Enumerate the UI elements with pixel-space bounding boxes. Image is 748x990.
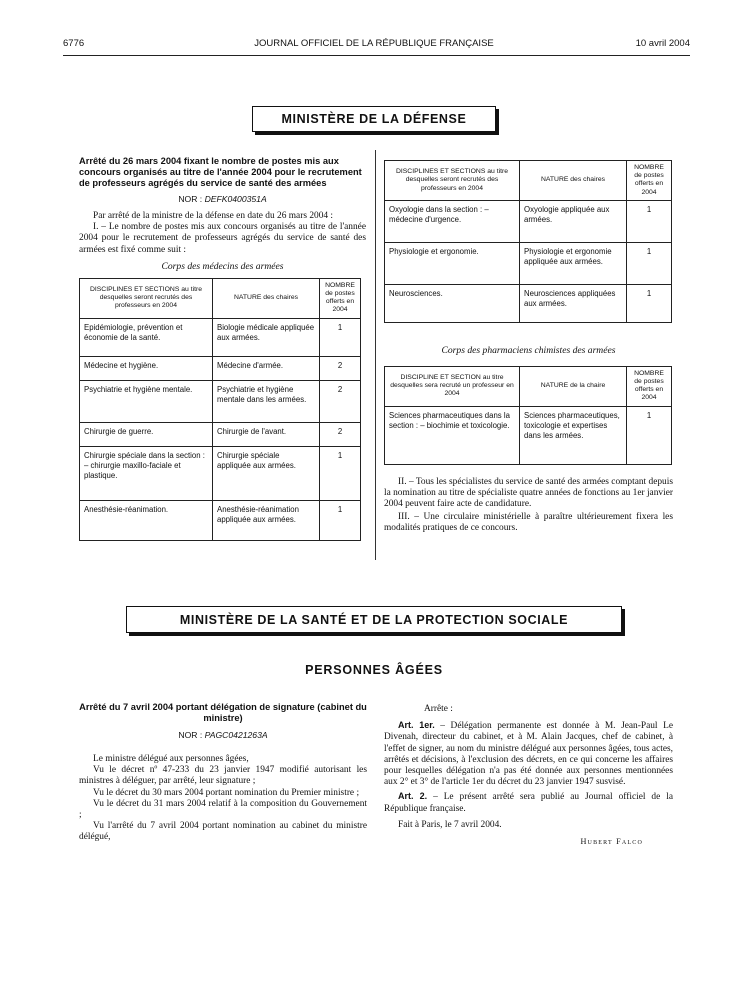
table-row: Physiologie et ergonomie. Physiologie et ergonomie appliquée aux armées. 1 bbox=[385, 242, 672, 284]
table3-caption: Corps des pharmaciens chimistes des armées bbox=[441, 344, 616, 356]
defense-article-1: I. – Le nombre de postes mis aux concours organisés au titre de l'année 2004 pour le recrutement de professeurs agrégés du service de santé des armées est fixé comme suit : bbox=[79, 222, 366, 255]
sante-right-column bbox=[384, 704, 673, 846]
issue-date: 10 avril 2004 bbox=[635, 38, 690, 49]
defense-left-column bbox=[79, 156, 366, 541]
table-row: Anesthésie-réanimation. Anesthésie-réanimation appliquée aux armées. 1 bbox=[80, 500, 361, 540]
table-pharmaciens bbox=[384, 366, 672, 465]
defense-intro: Par arrêté de la ministre de la défense en date du 26 mars 2004 : bbox=[93, 211, 334, 221]
visa-line: Vu le décret du 31 mars 2004 relatif à la composition du Gouvernement ; bbox=[79, 798, 367, 821]
defense-article-3: III. – Une circulaire ministérielle à paraître ultérieurement fixera les modalités pratiques de ce concours. bbox=[384, 512, 673, 534]
table-row: Epidémiologie, prévention et économie de la santé. Biologie médicale appliquée aux armées. 1 bbox=[80, 318, 361, 356]
sante-visas bbox=[79, 754, 367, 844]
sante-article-1: Art. 1er. – Délégation permanente est donnée à M. Jean-Paul Le Divenah, directeur du cabinet, et à M. Alain Jacques, chef de cabinet, à l'effet de signer, au nom du ministre délégué aux personnes âgées, tous actes, arrêtés et décisions, à l'exclusion des décrets, en ce qui concerne les affaires pour lesquelles délégation n'a pas été donnée aux personnes mentionnées aux 2° et 3° de l'article 1er du décret du 23 janvier 1947 susvisé. bbox=[384, 720, 673, 788]
table-row: Chirurgie spéciale dans la section : – chirurgie maxillo-faciale et plastique. Chirurgie spéciale appliquée aux armées. 1 bbox=[80, 446, 361, 500]
arrete-label: Arrête : bbox=[424, 704, 453, 714]
defense-right-column bbox=[384, 160, 673, 535]
table-row: Chirurgie de guerre. Chirurgie de l'avant. 2 bbox=[80, 422, 361, 446]
signature: Hubert Falco bbox=[580, 837, 643, 847]
sante-decree-title: Arrêté du 7 avril 2004 portant délégation de signature (cabinet du ministre) bbox=[79, 702, 367, 723]
table-medecins-continued: DISCIPLINES ET SECTIONS au titre desquelles seront recrutés des professeurs en 2004 NATURE des chaires NOMBRE de postes offerts en 2004 Oxyologie dans la section : – médecine d'urgence. Oxyologie appliquée aux armées. 1 Physiologie et ergonomie. Physiologie et ergonomie appliquée aux armées. 1 Neurosciences. Neurosciences appliquées aux armées. 1 bbox=[384, 160, 672, 323]
table-row: Sciences pharmaceutiques dans la section : – biochimie et toxicologie. Sciences pharmaceutiques, toxicologie et expertises dans les armées. 1 bbox=[385, 406, 672, 464]
closing-line: Fait à Paris, le 7 avril 2004. bbox=[398, 819, 502, 830]
table-row: Psychiatrie et hygiène mentale. Psychiatrie et hygiène mentale dans les armées. 2 bbox=[80, 380, 361, 422]
section-heading: PERSONNES ÂGÉES bbox=[305, 663, 443, 677]
defense-nor: NOR : DEFK0400351A bbox=[178, 194, 267, 204]
visa-line: Vu l'arrêté du 7 avril 2004 portant nomination au cabinet du ministre délégué, bbox=[79, 821, 367, 843]
table1-caption: Corps des médecins des armées bbox=[161, 260, 284, 272]
sante-nor: NOR : PAGC0421263A bbox=[178, 730, 268, 740]
table-medecins bbox=[79, 278, 361, 541]
col-discipline: DISCIPLINE ET SECTION au titre desquelles sera recruté un professeur en 2004 bbox=[385, 366, 520, 406]
sante-article-2: Art. 2. – Le présent arrêté sera publié au Journal officiel de la République française. bbox=[384, 791, 673, 814]
visa-line: Le ministre délégué aux personnes âgées, bbox=[93, 754, 249, 764]
column-divider bbox=[375, 150, 376, 560]
col-nature: NATURE des chaires bbox=[213, 278, 320, 318]
col-nature: NATURE de la chaire bbox=[520, 366, 627, 406]
header-rule bbox=[63, 55, 690, 56]
sante-left-column bbox=[79, 702, 367, 844]
ministry-defense-banner: MINISTÈRE DE LA DÉFENSE bbox=[252, 106, 496, 132]
page-number: 6776 bbox=[63, 38, 85, 49]
ministry-sante-banner: MINISTÈRE DE LA SANTÉ ET DE LA PROTECTION SOCIALE bbox=[126, 606, 622, 633]
journal-title: JOURNAL OFFICIEL DE LA RÉPUBLIQUE FRANÇAISE bbox=[254, 38, 494, 49]
col-postes: NOMBRE de postes offerts en 2004 bbox=[627, 366, 672, 406]
col-disciplines: DISCIPLINES ET SECTIONS au titre desquelles seront recrutés des professeurs en 2004 bbox=[80, 278, 213, 318]
visa-line: Vu le décret du 30 mars 2004 portant nomination du Premier ministre ; bbox=[93, 787, 360, 798]
visa-line: Vu le décret nº 47-233 du 23 janvier 1947 modifié autorisant les ministres à déléguer, par arrêté, leur signature ; bbox=[79, 765, 367, 787]
table-row: Oxyologie dans la section : – médecine d'urgence. Oxyologie appliquée aux armées. 1 bbox=[385, 200, 672, 242]
table-row: Neurosciences. Neurosciences appliquées aux armées. 1 bbox=[385, 284, 672, 322]
defense-article-2: II. – Tous les spécialistes du service de santé des armées comptant depuis la nomination au titre de spécialiste quatre années de fonctions au 1er janvier 2004 peuvent faire acte de candidature. bbox=[384, 476, 673, 510]
col-postes: NOMBRE de postes offerts en 2004 bbox=[320, 278, 361, 318]
defense-decree-title: Arrêté du 26 mars 2004 fixant le nombre de postes mis aux concours organisés au titre de l'année 2004 pour le recrutement de professeurs agrégés du service de santé des armées bbox=[79, 156, 362, 188]
table-row: Médecine et hygiène. Médecine d'armée. 2 bbox=[80, 356, 361, 380]
